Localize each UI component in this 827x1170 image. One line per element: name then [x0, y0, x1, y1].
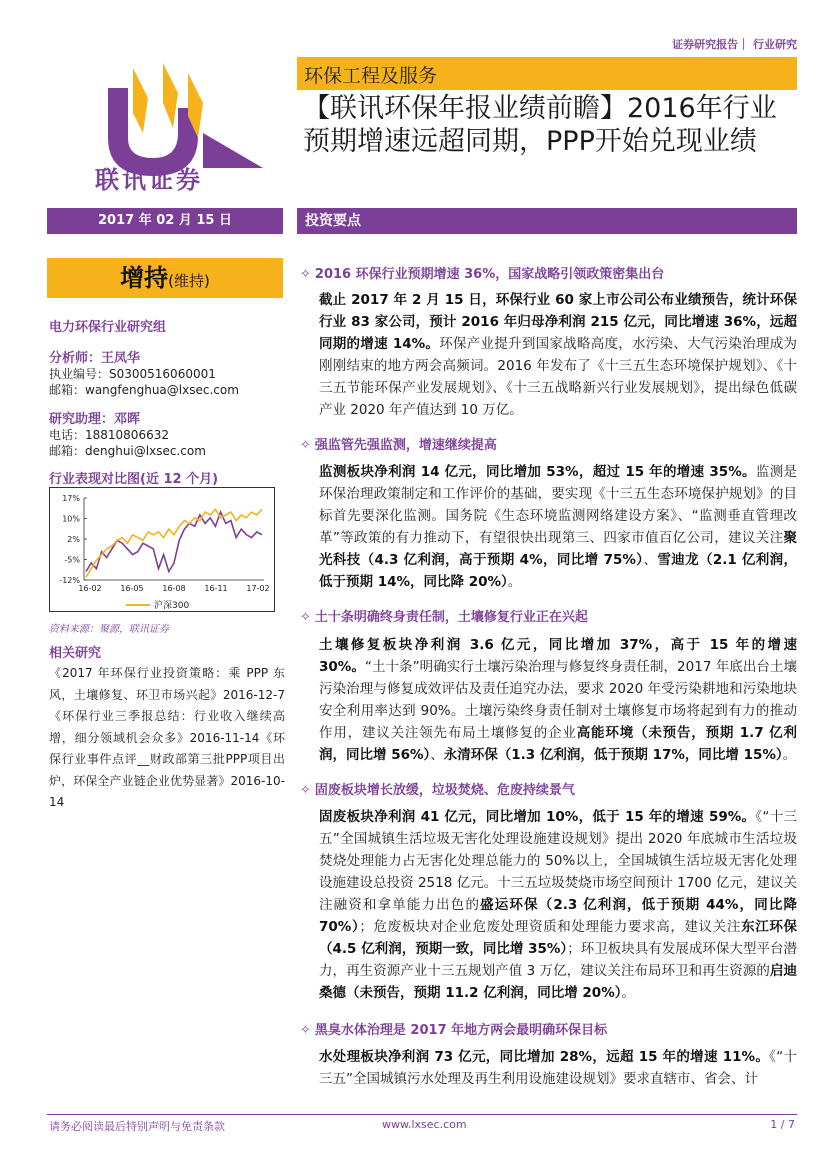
section-5-body: 水处理板块净利润 73 亿元，同比增加 28%，远超 15 年的增速 11%。《“十三五”全国城镇污水处理及再生利用设施建设规划》要求直辖市、省会、计: [319, 1049, 797, 1087]
rating-sub: (维持): [168, 272, 210, 290]
assistant-label: 研究助理：邓晖: [49, 412, 141, 427]
y-tick-label: 17%: [62, 494, 80, 503]
chart-title: 行业表现对比图(近 12 个月): [49, 472, 219, 487]
analyst-email: 邮箱：wangfenghua@lxsec.com: [49, 383, 239, 397]
y-tick-label: 2%: [67, 535, 80, 544]
chart-source: 资料来源：聚源，联讯证券: [49, 624, 169, 635]
y-tick-label: 10%: [62, 514, 80, 524]
diamond-icon: ✧: [300, 783, 311, 798]
section-2-body: 监测板块净利润 14 亿元，同比增加 53%，超过 15 年的增速 35%。监测是环保治理政策制定和工作评价的基础，要实现《十三五生态环境保护规划》的目标首先要深化监测。国务院《生态环境监测网络建设方案》、“监测垂直管理改革”等政策的有力推动下，有望很快出现第三、四家市值百亿公司，建议关注聚光科技（4.3 亿利润，高于预期 4%，同比增 75%）、雪迪龙（2.1 亿利润，低于预期 14%，同比降 20%）。: [319, 464, 798, 590]
report-title: 【联讯环保年报业绩前瞻】2016年行业预期增速远超同期，PPP开始兑现业绩: [303, 93, 777, 157]
section-5-heading: ✧ 黑臭水体治理是 2017 年地方两会最明确环保目标: [300, 1023, 608, 1038]
diamond-icon: ✧: [300, 1023, 311, 1038]
section-3-body: 土壤修复板块净利润 3.6 亿元，同比增加 37%，高于 15 年的增速 30%。“土十条”明确实行土壤污染治理与修复终身责任制，2017 年底出台土壤污染治理与修复成效评估及责任追究办法，要求 2020 年受污染耕地和污染地块安全利用率达到 90%。土壤污染终身责任制对土壤修复市场将起到有力的推动作用，建议关注领先布局土壤修复的企业高能环境（未预告，预期 1.7 亿利润，同比增 56%）、永清环保（1.3 亿利润，低于预期 17%，同比增 15%）。: [319, 637, 797, 763]
section-1-heading: ✧ 2016 环保行业预期增速 36%，国家战略引领政策密集出台: [300, 267, 665, 282]
x-tick-label: 16-11: [204, 584, 228, 593]
research-group: 电力环保行业研究组: [49, 320, 167, 335]
x-tick-label: 16-05: [120, 584, 144, 593]
chart-canvas: [50, 488, 276, 613]
analyst-label: 分析师：王凤华: [49, 351, 141, 366]
x-tick-label: 17-02: [246, 584, 270, 593]
x-tick-label: 16-02: [78, 584, 102, 593]
analyst-cert: 执业编号：S0300516060001: [49, 367, 216, 381]
section-1-body: 截止 2017 年 2 月 15 日，环保行业 60 家上市公司公布业绩预告，统计环保行业 83 家公司，预计 2016 年归母净利润 215 亿元，同比增速 36%，远超同期的增速 14%。环保产业提升到国家战略高度，水污染、大气污染治理成为刚刚结束的地方两会高频词。2016 年发布了《十三五生态环境保护规划》、《十三五节能环保产业发展规划》、《十三五战略新兴行业发展规划》，提出绿色低碳产业 2020 年产值达到 10 万亿。: [319, 292, 798, 418]
related-heading: 相关研究: [49, 646, 102, 661]
report-date: 2017 年 02 月 15 日: [47, 208, 283, 234]
rating-box: [47, 258, 283, 298]
footer-website[interactable]: www.lxsec.com: [382, 1118, 467, 1131]
y-tick-label: -12%: [59, 576, 80, 585]
section-4-body: 固废板块净利润 41 亿元，同比增加 10%，低于 15 年的增速 59%。《“十三五”全国城镇生活垃圾无害化处理设施建设规划》提出 2020 年底城市生活垃圾焚烧处理能力占无害化处理总能力的 50%以上，全国城镇生活垃圾无害化处理设施建设总投资 2518 亿元。十三五垃圾焚烧市场空间预计 1700 亿元，建议关注融资和拿单能力出色的盛运环保（2.3 亿利润，低于预期 44%，同比降 70%）；危废板块对企业危废处理资质和处理能力要求高，建议关注东江环保（4.5 亿利润，预期一致，同比增 35%）；环卫板块具有发展成环保大型平台潜力，再生资源产业十三五规划产值 3 万亿，建议关注布局环卫和再生资源的启迪桑德（未预告，预期 11.2 亿利润，同比增 20%）。: [319, 809, 798, 1001]
section-3-heading: ✧ 土十条明确终身责任制，土壤修复行业正在兴起: [300, 610, 588, 625]
footer-divider: [47, 1114, 797, 1115]
section-title: 投资要点: [297, 208, 797, 234]
footer-disclaimer[interactable]: 请务必阅读最后特别声明与免责条款: [49, 1120, 225, 1133]
diamond-icon: ✧: [300, 267, 311, 282]
rating-main: 增持: [120, 264, 169, 292]
report-type: 证券研究报告｜ 行业研究: [672, 38, 797, 51]
sector-name: 环保工程及服务: [304, 65, 438, 87]
assistant-phone: 电话：18810806632: [49, 428, 169, 442]
assistant-email: 邮箱：denghui@lxsec.com: [49, 444, 206, 458]
section-2-heading: ✧ 强监管先强监测，增速继续提高: [300, 438, 497, 453]
performance-chart: [49, 487, 275, 612]
footer-page: 1 / 7: [770, 1118, 795, 1131]
related-list: 《2017 年环保行业投资策略：乘 PPP 东风，土壤修复、环卫市场兴起》2016-12-7《环保行业三季报总结：行业收入继续高增，细分领域机会众多》2016-11-14《环保行业事件点评__财政部第三批PPP项目出炉，环保全产业链企业优势显著》2016-10-14: [49, 666, 285, 809]
series-line-1: [86, 509, 262, 577]
diamond-icon: ✧: [300, 438, 311, 453]
y-tick-label: -5%: [64, 555, 80, 565]
x-tick-label: 16-08: [162, 584, 186, 593]
logo-text: 联讯证券: [95, 165, 203, 194]
section-4-heading: ✧ 固废板块增长放缓，垃圾焚烧、危废持续景气: [300, 783, 575, 798]
legend-label: 沪深300: [154, 601, 190, 611]
diamond-icon: ✧: [300, 610, 311, 625]
